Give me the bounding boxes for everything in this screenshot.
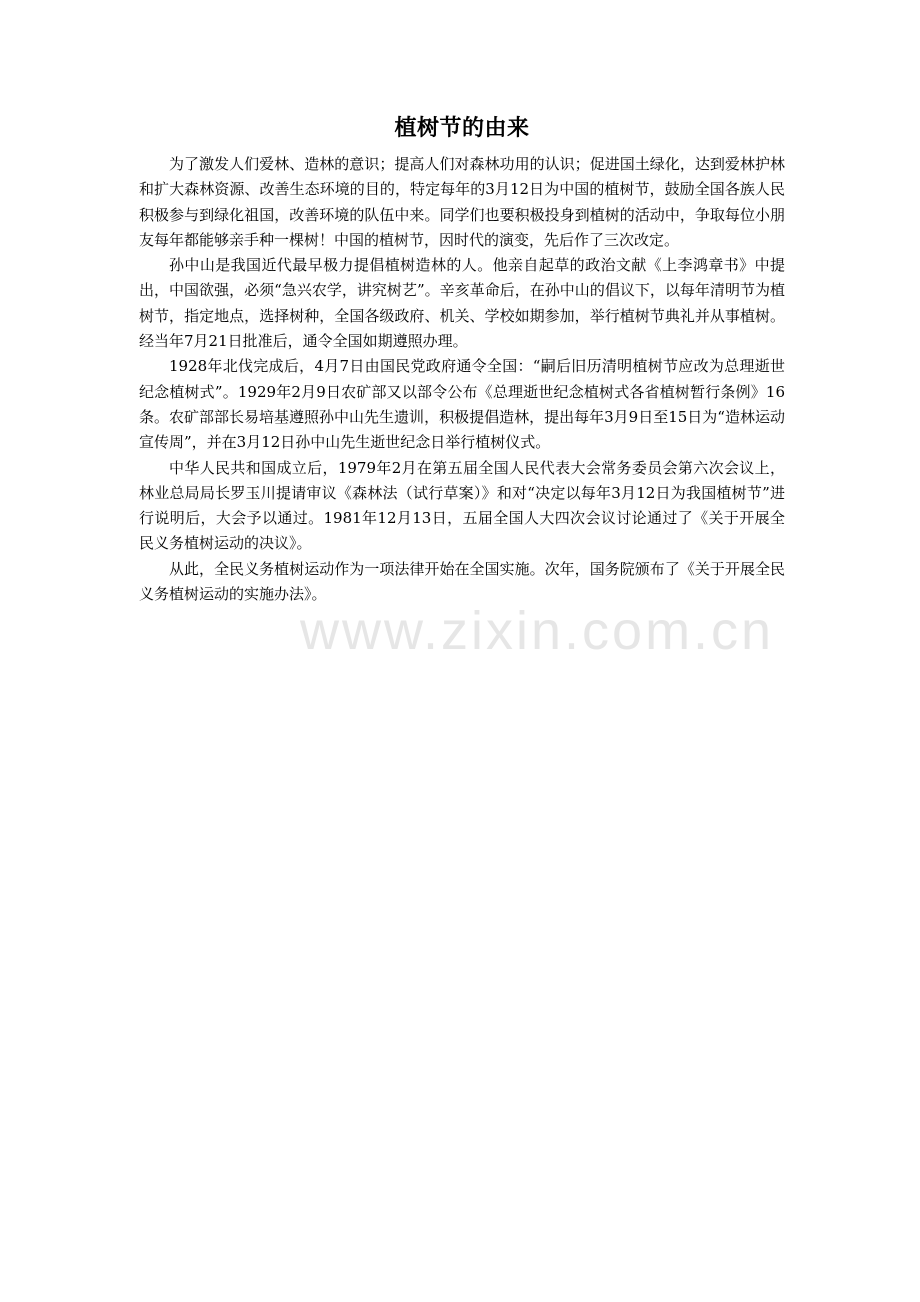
paragraph-1979: 中华人民共和国成立后，1979年2月在第五届全国人民代表大会常务委员会第六次会议上，林业总局局长罗玉川提请审议《森林法（试行草案）》和对“决定以每年3月12日为我国植树节”进行说明后，大会予以通过。1981年12月13日，五届全国人大四次会议讨论通过了《关于开展全民义务植树运动的决议》。 <box>139 458 785 553</box>
document-title: 植树节的由来 <box>394 116 530 141</box>
paragraph-sun-yat-sen: 孙中山是我国近代最早极力提倡植树造林的人。他亲自起草的政治文献《上李鸿章书》中提出，中国欲强，必须“急兴农学，讲究树艺”。辛亥革命后，在孙中山的倡议下，以每年清明节为植树节，指定地点，选择树种，全国各级政府、机关、学校如期参加，举行植树节典礼并从事植树。经当年7月21日批准后，通令全国如期遵照办理。 <box>139 256 785 351</box>
document-body <box>139 152 785 607</box>
document-content <box>139 112 785 607</box>
paragraph-intro: 为了激发人们爱林、造林的意识；提高人们对森林功用的认识；促进国土绿化，达到爱林护林和扩大森林资源、改善生态环境的目的，特定每年的3月12日为中国的植树节，鼓励全国各族人民积极参与到绿化祖国，改善环境的队伍中来。同学们也要积极投身到植树的活动中，争取每位小朋友每年都能够亲手种一棵树！中国的植树节，因时代的演变，先后作了三次改定。 <box>139 155 785 249</box>
paragraph-1928: 1928年北伐完成后，4月7日由国民党政府通令全国：“嗣后旧历清明植树节应改为总理逝世纪念植树式”。1929年2月9日农矿部又以部令公布《总理逝世纪念植树式各省植树暂行条例》16条。农矿部部长易培基遵照孙中山先生遗训，积极提倡造林，提出每年3月9日至15日为“造林运动宣传周”，并在3月12日孙中山先生逝世纪念日举行植树仪式。 <box>139 357 785 452</box>
watermark: www.zixin.com.cn <box>300 601 775 661</box>
paragraph-conclusion: 从此，全民义务植树运动作为一项法律开始在全国实施。次年，国务院颁布了《关于开展全民义务植树运动的实施办法》。 <box>139 559 785 604</box>
